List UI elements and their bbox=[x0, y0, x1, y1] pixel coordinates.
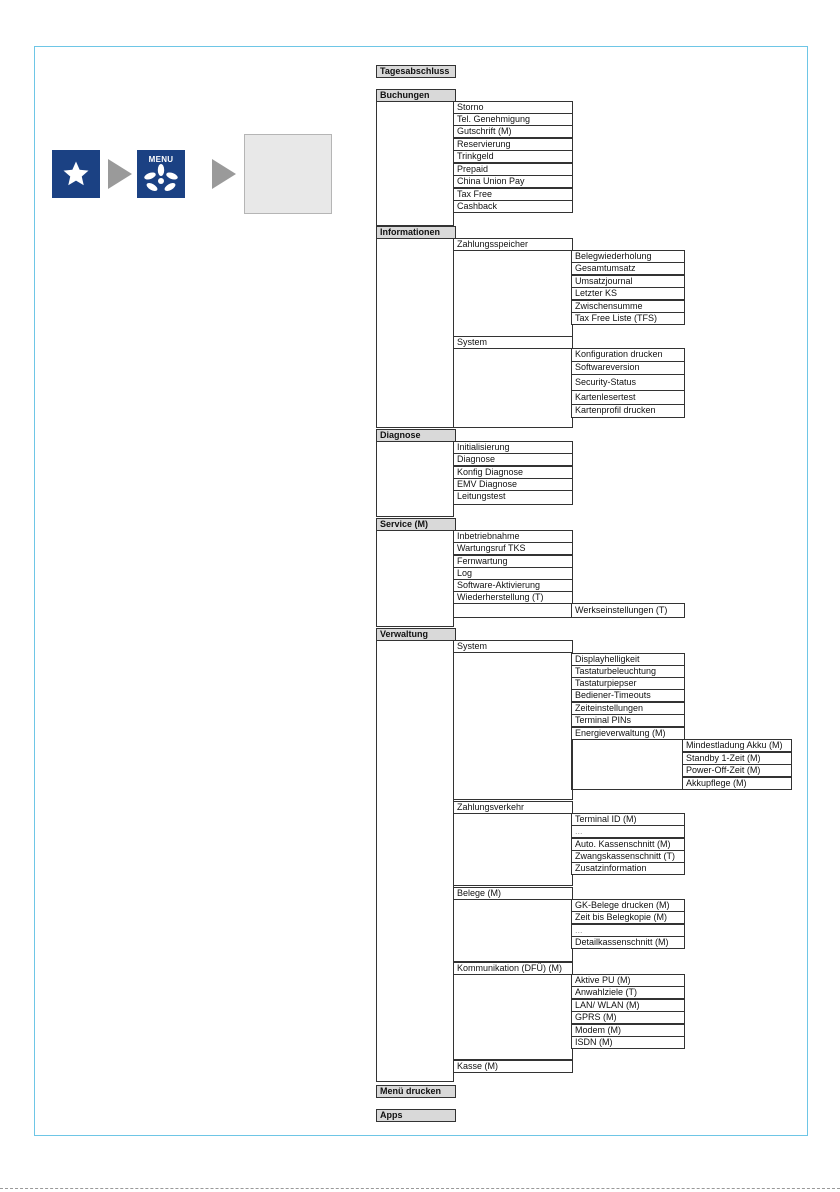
info-system-item[interactable]: Kartenprofil drucken bbox=[571, 404, 685, 418]
diagnose-item[interactable]: Leitungstest bbox=[453, 490, 573, 505]
buchungen-item[interactable]: China Union Pay bbox=[453, 175, 573, 188]
energie-item[interactable]: Standby 1-Zeit (M) bbox=[682, 752, 792, 765]
arrow-right-icon bbox=[212, 159, 236, 189]
belege-item[interactable]: Detailkassenschnitt (M) bbox=[571, 936, 685, 949]
info-system-item[interactable]: Softwareversion bbox=[571, 361, 685, 375]
info-system-item[interactable]: Konfiguration drucken bbox=[571, 348, 685, 362]
verwaltung-system-item[interactable]: Tastaturpiepser bbox=[571, 677, 685, 690]
buchungen-item[interactable]: Trinkgeld bbox=[453, 150, 573, 163]
verwaltung-system-item[interactable]: Zeiteinstellungen bbox=[571, 702, 685, 715]
menu-informationen-system[interactable]: System bbox=[453, 336, 573, 349]
energie-container bbox=[571, 739, 685, 790]
buchungen-item[interactable]: Gutschrift (M) bbox=[453, 125, 573, 138]
info-system-item[interactable]: Security-Status bbox=[571, 374, 685, 391]
zahlungsverkehr-item[interactable]: Auto. Kassenschnitt (M) bbox=[571, 838, 685, 851]
diagnose-item[interactable]: Diagnose bbox=[453, 453, 573, 466]
kommunikation-item[interactable]: LAN/ WLAN (M) bbox=[571, 999, 685, 1012]
verwaltung-system-item[interactable]: Energieverwaltung (M) bbox=[571, 727, 685, 740]
kommunikation-item[interactable]: Aktive PU (M) bbox=[571, 974, 685, 987]
menu-buchungen[interactable]: Buchungen bbox=[376, 89, 456, 102]
service-item[interactable]: Fernwartung bbox=[453, 555, 573, 568]
menu-menu-drucken[interactable]: Menü drucken bbox=[376, 1085, 456, 1098]
flower-icon bbox=[141, 164, 181, 194]
zahlungsspeicher-item[interactable]: Zwischensumme bbox=[571, 300, 685, 313]
menu-kommunikation[interactable]: Kommunikation (DFÜ) (M) bbox=[453, 962, 573, 975]
service-sub-container bbox=[453, 603, 573, 618]
arrow-right-icon bbox=[108, 159, 132, 189]
diagnose-item[interactable]: Initialisierung bbox=[453, 441, 573, 454]
verwaltung-system-item[interactable]: Tastaturbeleuchtung bbox=[571, 665, 685, 678]
page-bottom-divider bbox=[0, 1188, 840, 1189]
zahlungsverkehr-item[interactable]: ... bbox=[571, 825, 685, 838]
menu-service[interactable]: Service (M) bbox=[376, 518, 456, 531]
zahlungsverkehr-container bbox=[453, 813, 573, 886]
belege-container bbox=[453, 899, 573, 962]
kommunikation-item[interactable]: ISDN (M) bbox=[571, 1036, 685, 1049]
verwaltung-container bbox=[376, 640, 454, 1082]
zahlungsspeicher-item[interactable]: Umsatzjournal bbox=[571, 275, 685, 288]
service-item[interactable]: Wiederherstellung (T) bbox=[453, 591, 573, 604]
menu-kasse[interactable]: Kasse (M) bbox=[453, 1060, 573, 1073]
menu-apps[interactable]: Apps bbox=[376, 1109, 456, 1122]
kommunikation-item[interactable]: GPRS (M) bbox=[571, 1011, 685, 1024]
buchungen-item[interactable]: Storno bbox=[453, 101, 573, 114]
info-system-item[interactable]: Kartenlesertest bbox=[571, 390, 685, 405]
service-item[interactable]: Wartungsruf TKS bbox=[453, 542, 573, 555]
service-item[interactable]: Log bbox=[453, 567, 573, 580]
belege-item[interactable]: GK-Belege drucken (M) bbox=[571, 899, 685, 912]
belege-item[interactable]: Zeit bis Belegkopie (M) bbox=[571, 911, 685, 924]
informationen-container bbox=[376, 238, 454, 428]
diagnose-item[interactable]: EMV Diagnose bbox=[453, 478, 573, 491]
verwaltung-system-container bbox=[453, 652, 573, 800]
star-tile[interactable] bbox=[52, 150, 100, 198]
zahlungsspeicher-container bbox=[453, 250, 573, 337]
kommunikation-item[interactable]: Anwahlziele (T) bbox=[571, 986, 685, 999]
zahlungsverkehr-item[interactable]: Terminal ID (M) bbox=[571, 813, 685, 826]
energie-item[interactable]: Power-Off-Zeit (M) bbox=[682, 764, 792, 777]
buchungen-item[interactable]: Prepaid bbox=[453, 163, 573, 176]
empty-menu-tile[interactable] bbox=[244, 134, 332, 214]
verwaltung-system-item[interactable]: Bediener-Timeouts bbox=[571, 689, 685, 702]
belege-item[interactable]: ... bbox=[571, 924, 685, 937]
verwaltung-system-item[interactable]: Displayhelligkeit bbox=[571, 653, 685, 666]
menu-zahlungsspeicher[interactable]: Zahlungsspeicher bbox=[453, 238, 573, 251]
buchungen-container bbox=[376, 101, 454, 226]
energie-item[interactable]: Mindestladung Akku (M) bbox=[682, 739, 792, 752]
werkseinstellungen-item[interactable]: Werkseinstellungen (T) bbox=[571, 603, 685, 618]
menu-diagnose[interactable]: Diagnose bbox=[376, 429, 456, 442]
service-item[interactable]: Inbetriebnahme bbox=[453, 530, 573, 543]
service-container bbox=[376, 530, 454, 627]
buchungen-item[interactable]: Cashback bbox=[453, 200, 573, 213]
zahlungsspeicher-item[interactable]: Letzter KS bbox=[571, 287, 685, 300]
buchungen-item[interactable]: Tel. Genehmigung bbox=[453, 113, 573, 126]
zahlungsspeicher-item[interactable]: Belegwiederholung bbox=[571, 250, 685, 263]
star-icon bbox=[61, 159, 91, 189]
menu-tile-label: MENU bbox=[148, 154, 174, 164]
buchungen-item[interactable]: Reservierung bbox=[453, 138, 573, 151]
menu-verwaltung[interactable]: Verwaltung bbox=[376, 628, 456, 641]
buchungen-item[interactable]: Tax Free bbox=[453, 188, 573, 201]
menu-tagesabschluss[interactable]: Tagesabschluss bbox=[376, 65, 456, 78]
kommunikation-item[interactable]: Modem (M) bbox=[571, 1024, 685, 1037]
verwaltung-system-item[interactable]: Terminal PINs bbox=[571, 714, 685, 727]
menu-informationen[interactable]: Informationen bbox=[376, 226, 456, 239]
service-item[interactable]: Software-Aktivierung bbox=[453, 579, 573, 592]
zahlungsverkehr-item[interactable]: Zwangskassenschnitt (T) bbox=[571, 850, 685, 863]
info-system-container bbox=[453, 348, 573, 428]
zahlungsverkehr-item[interactable]: Zusatzinformation bbox=[571, 862, 685, 875]
menu-belege[interactable]: Belege (M) bbox=[453, 887, 573, 900]
menu-zahlungsverkehr[interactable]: Zahlungsverkehr bbox=[453, 801, 573, 814]
menu-tile[interactable] bbox=[137, 150, 185, 198]
energie-item[interactable]: Akkupflege (M) bbox=[682, 777, 792, 790]
kommunikation-container bbox=[453, 974, 573, 1060]
zahlungsspeicher-item[interactable]: Gesamtumsatz bbox=[571, 262, 685, 275]
zahlungsspeicher-item[interactable]: Tax Free Liste (TFS) bbox=[571, 312, 685, 325]
menu-verwaltung-system[interactable]: System bbox=[453, 640, 573, 653]
diagnose-item[interactable]: Konfig Diagnose bbox=[453, 466, 573, 479]
diagnose-container bbox=[376, 441, 454, 517]
